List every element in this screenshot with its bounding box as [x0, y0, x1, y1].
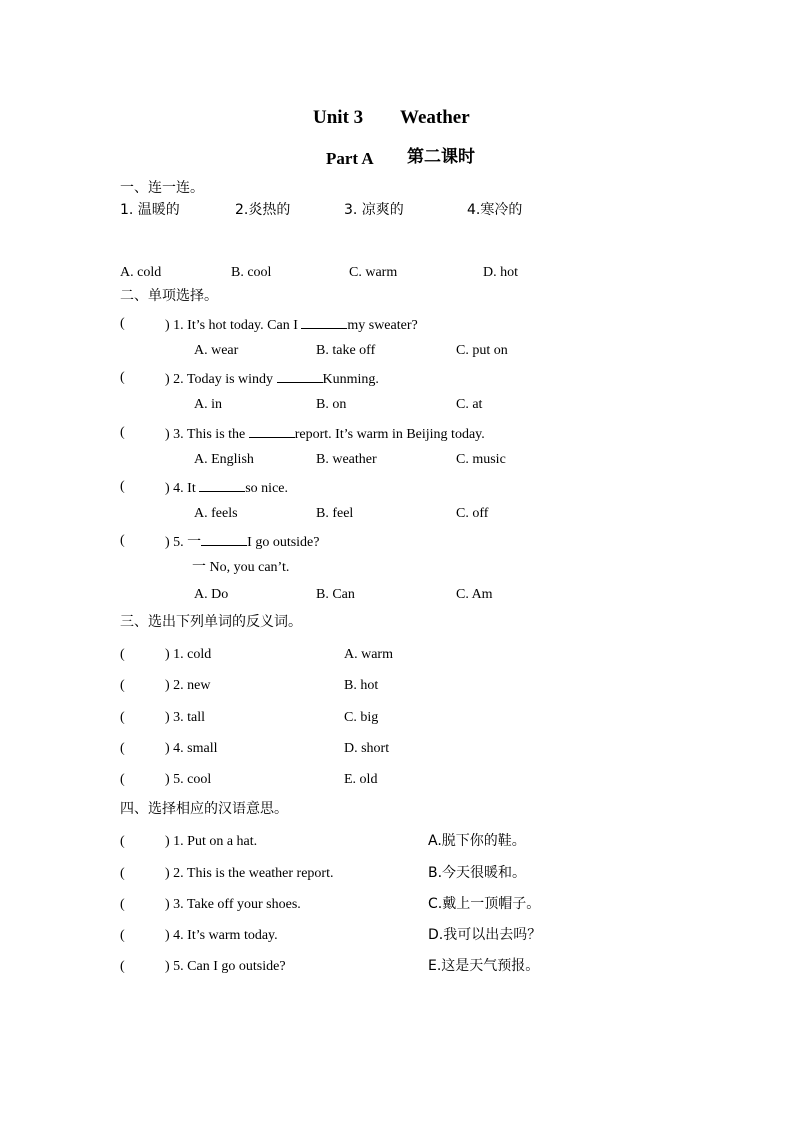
match-word: 4.寒冷的 [467, 202, 523, 218]
question-text: my sweater? [347, 318, 418, 333]
antonym-word: 2. new [173, 678, 211, 693]
section3-heading: 三、选出下列单词的反义词。 [120, 614, 302, 630]
section2-heading: 二、单项选择。 [120, 288, 218, 304]
chinese-meaning: C.戴上一顶帽子。 [428, 896, 541, 912]
choice-option: C. music [456, 452, 506, 467]
match-word: 2.炎热的 [235, 202, 291, 218]
question-text: so nice. [245, 481, 288, 496]
answer-paren-open: ( [120, 772, 125, 787]
answer-paren-close: ) [165, 678, 170, 693]
answer-paren-close: ) [165, 535, 170, 550]
match-word: 1. 温暖的 [120, 202, 180, 218]
antonym-row [165, 742, 218, 756]
english-sentence: 3. Take off your shoes. [173, 897, 301, 912]
answer-paren-open: ( [120, 710, 125, 725]
answer-paren-open: ( [120, 533, 125, 548]
antonym-word: 3. tall [173, 710, 206, 725]
antonym-option: C. big [344, 710, 379, 725]
choice-option: B. take off [316, 343, 376, 358]
answer-paren-close: ) [165, 318, 170, 333]
answer-paren-open: ( [120, 866, 125, 881]
question-text: I go outside? [247, 535, 320, 550]
choice-option: C. put on [456, 343, 508, 358]
match-option: B. cool [231, 265, 272, 280]
translation-row [165, 929, 278, 943]
translation-row [165, 835, 257, 849]
answer-paren-open: ( [120, 647, 125, 662]
answer-paren-close: ) [165, 647, 170, 662]
fill-blank[interactable] [249, 426, 295, 438]
fill-blank[interactable] [277, 371, 323, 383]
question-text: 3. This is the [173, 427, 246, 442]
question-line [165, 534, 320, 550]
choice-option: A. wear [194, 343, 239, 358]
antonym-option: E. old [344, 772, 378, 787]
question-line [165, 480, 288, 496]
choice-option: A. Do [194, 587, 229, 602]
question-line [165, 371, 379, 387]
fill-blank[interactable] [201, 534, 247, 546]
antonym-word: 5. cool [173, 772, 212, 787]
choice-option: B. feel [316, 506, 354, 521]
answer-paren-close: ) [165, 772, 170, 787]
answer-paren-close: ) [165, 741, 170, 756]
fill-blank[interactable] [199, 480, 245, 492]
choice-option: C. off [456, 506, 489, 521]
choice-option: B. weather [316, 452, 377, 467]
chinese-meaning: E.这是天气预报。 [428, 958, 540, 974]
english-sentence: 1. Put on a hat. [173, 834, 258, 849]
choice-option: C. at [456, 397, 483, 412]
antonym-option: D. short [344, 741, 390, 756]
antonym-option: A. warm [344, 647, 393, 662]
question-text: 5. 一 [173, 535, 202, 550]
translation-row [165, 898, 301, 912]
antonym-word: 1. cold [173, 647, 212, 662]
choice-option: C. Am [456, 587, 493, 602]
question-text: report. It’s warm in Beijing today. [294, 427, 485, 442]
translation-row [165, 867, 333, 881]
answer-paren-close: ) [165, 427, 170, 442]
antonym-option: B. hot [344, 678, 379, 693]
question-text: 1. It’s hot today. Can I [173, 318, 298, 333]
choice-option: A. in [194, 397, 222, 412]
answer-paren-open: ( [120, 928, 125, 943]
choice-option: B. Can [316, 587, 355, 602]
choice-option: A. feels [194, 506, 238, 521]
question-line [165, 317, 418, 333]
answer-paren-close: ) [165, 834, 170, 849]
choice-option: B. on [316, 397, 347, 412]
fill-blank[interactable] [301, 317, 347, 329]
antonym-row [165, 773, 211, 787]
antonym-row [165, 648, 211, 662]
topic-title: Weather [400, 107, 470, 128]
answer-paren-open: ( [120, 479, 125, 494]
dialogue-answer: 一 No, you can’t. [192, 560, 290, 575]
match-option: A. cold [120, 265, 162, 280]
answer-paren-close: ) [165, 481, 170, 496]
answer-paren-open: ( [120, 834, 125, 849]
choice-option: A. English [194, 452, 254, 467]
answer-paren-open: ( [120, 370, 125, 385]
chinese-meaning: B.今天很暖和。 [428, 865, 527, 881]
answer-paren-close: ) [165, 710, 170, 725]
part-label: Part A [326, 149, 374, 168]
question-text: 2. Today is windy [173, 372, 274, 387]
answer-paren-open: ( [120, 959, 125, 974]
unit-label: Unit 3 [313, 107, 364, 128]
match-option: C. warm [349, 265, 398, 280]
antonym-word: 4. small [173, 741, 218, 756]
answer-paren-open: ( [120, 425, 125, 440]
match-word: 3. 凉爽的 [344, 202, 404, 218]
answer-paren-close: ) [165, 928, 170, 943]
antonym-row [165, 711, 205, 725]
english-sentence: 5. Can I go outside? [173, 959, 286, 974]
chinese-meaning: A.脱下你的鞋。 [428, 833, 526, 849]
answer-paren-open: ( [120, 897, 125, 912]
answer-paren-close: ) [165, 866, 170, 881]
english-sentence: 4. It’s warm today. [173, 928, 278, 943]
question-line [165, 426, 485, 442]
answer-paren-close: ) [165, 897, 170, 912]
english-sentence: 2. This is the weather report. [173, 866, 334, 881]
answer-paren-open: ( [120, 316, 125, 331]
answer-paren-open: ( [120, 741, 125, 756]
question-text: 4. It [173, 481, 196, 496]
question-text: Kunming. [322, 372, 379, 387]
lesson-label: 第二课时 [407, 147, 475, 167]
answer-paren-close: ) [165, 959, 170, 974]
match-option: D. hot [483, 265, 518, 280]
translation-row [165, 960, 286, 974]
section1-heading: 一、连一连。 [120, 180, 204, 196]
answer-paren-close: ) [165, 372, 170, 387]
answer-paren-open: ( [120, 678, 125, 693]
antonym-row [165, 679, 211, 693]
section4-heading: 四、选择相应的汉语意思。 [120, 801, 288, 817]
chinese-meaning: D.我可以出去吗？ [428, 927, 542, 943]
